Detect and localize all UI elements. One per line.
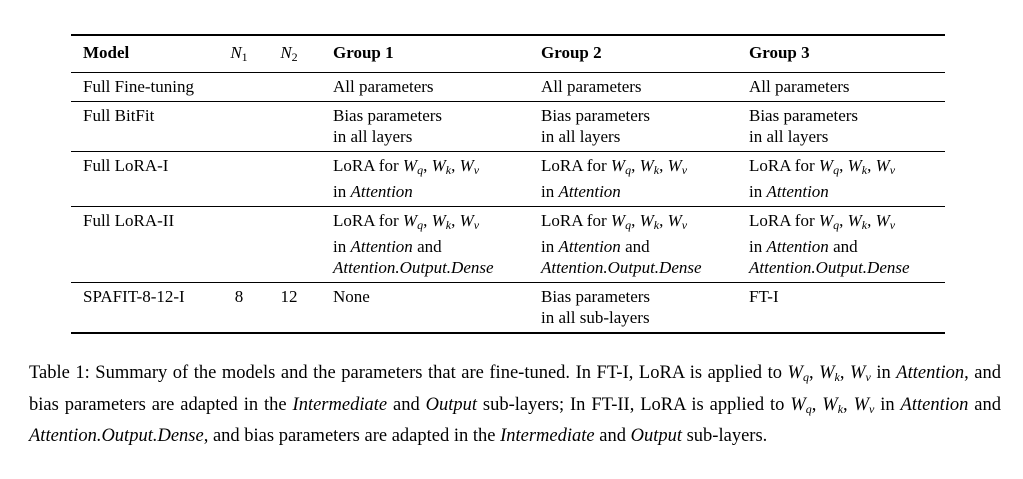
row-group2: All parameters [541,77,642,96]
table-row [71,152,945,207]
row-n2 [257,207,321,283]
row-n1 [221,207,257,283]
summary-table-container [71,34,945,334]
row-model-name: SPAFIT-8-12-I [83,287,185,306]
table-row [71,207,945,283]
row-group1: LoRA for $W_q$, $W_k$, $W_v$ in Attention and Attention.Output.Dense [333,211,494,277]
row-group2: Bias parameters in all layers [541,106,651,146]
row-group3: FT-I [749,287,779,306]
header-group2: Group 2 [541,43,602,62]
header-n2: $N_2$ [280,43,298,64]
table-caption: Table 1: Summary of the models and the parameters that are fine-tuned. In FT-I, LoRA is applied to $W_q$, $W_k$, $W_v$ in Attention, and bias parameters are adapted in the Intermediate and Output sub-layers; In FT-II, LoRA is applied to $W_q$, $W_k$, $W_v$ in Attention and Attention.Output.Dense, and bias parameters are adapted in the Intermediate and Output sub-layers. [29,363,1002,446]
summary-table [71,34,945,334]
row-model-name: Full Fine-tuning [83,77,194,96]
row-group1: LoRA for $W_q$, $W_k$, $W_v$ in Attention [333,156,480,201]
row-group3: All parameters [749,77,850,96]
row-group2: LoRA for $W_q$, $W_k$, $W_v$ in Attention [541,156,688,201]
row-group1: Bias parameters in all layers [333,106,443,146]
row-model-name: Full LoRA-I [83,156,169,175]
table-header-row [71,35,945,73]
row-group2: Bias parameters in all sub-layers [541,287,651,327]
row-group3: LoRA for $W_q$, $W_k$, $W_v$ in Attention [749,156,896,201]
row-model-name: Full BitFit [83,106,155,125]
row-n1 [221,73,257,102]
header-group3: Group 3 [749,43,810,62]
row-n2 [257,73,321,102]
row-group3: LoRA for $W_q$, $W_k$, $W_v$ in Attention and Attention.Output.Dense [749,211,910,277]
header-model: Model [83,43,130,62]
row-n2 [257,102,321,152]
header-group1: Group 1 [333,43,394,62]
row-n1: 8 [234,287,244,306]
row-group1: None [333,287,370,306]
row-n1 [221,102,257,152]
row-n2 [257,152,321,207]
table-row [71,102,945,152]
header-n1: $N_1$ [230,43,248,64]
row-n2: 12 [280,287,298,306]
row-group1: All parameters [333,77,434,96]
table-row [71,283,945,334]
row-model-name: Full LoRA-II [83,211,175,230]
table-row [71,73,945,102]
row-n1 [221,152,257,207]
row-group3: Bias parameters in all layers [749,106,859,146]
row-group2: LoRA for $W_q$, $W_k$, $W_v$ in Attention and Attention.Output.Dense [541,211,702,277]
